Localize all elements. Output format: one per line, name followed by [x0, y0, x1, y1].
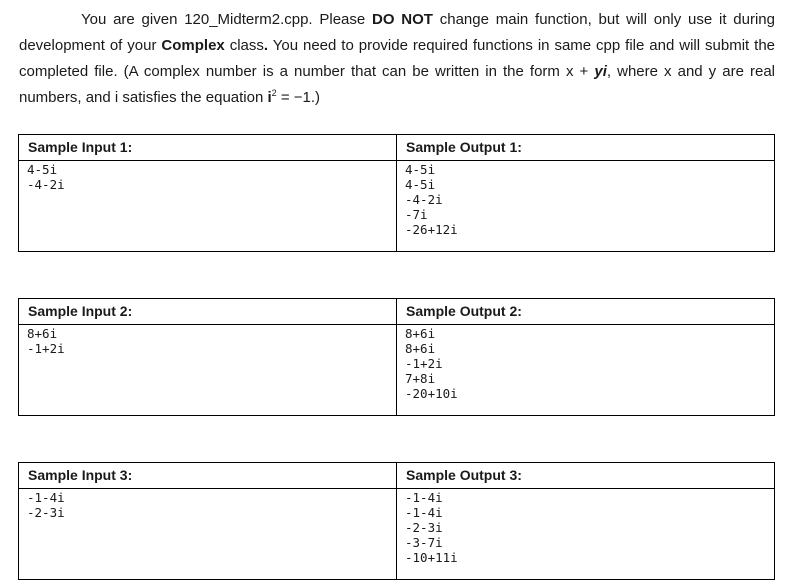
output-line: 8+6i — [405, 341, 436, 356]
intro-text-6: = −1.) — [276, 89, 321, 106]
do-not-emphasis: DO NOT — [372, 11, 433, 28]
sample-input-label: Sample Input 1: — [19, 135, 397, 161]
intro-text-4: You need to provide required functions in same cpp file and will submit the completed file. (A complex number is a number that can be written in the form x + — [19, 37, 776, 80]
sample-output-cell — [397, 489, 775, 580]
output-line: 4-5i — [405, 162, 436, 177]
sample-output-label: Sample Output 2: — [397, 299, 775, 325]
sample-output-label: Sample Output 3: — [397, 463, 775, 489]
sample-input-cell — [19, 161, 397, 252]
input-line: -2-3i — [27, 505, 65, 520]
output-line: 4-5i — [405, 177, 436, 192]
instructions-paragraph — [19, 7, 775, 111]
output-line: -3-7i — [405, 535, 443, 550]
sample-input-cell — [19, 489, 397, 580]
sample-input-label: Sample Input 2: — [19, 299, 397, 325]
sample-output-cell — [397, 161, 775, 252]
output-line: -1-4i — [405, 505, 443, 520]
output-line: -10+11i — [405, 550, 458, 565]
sample-output-cell — [397, 325, 775, 416]
sample-input-cell — [19, 325, 397, 416]
sample-input-label: Sample Input 3: — [19, 463, 397, 489]
input-line: -1-4i — [27, 490, 65, 505]
output-line: -4-2i — [405, 192, 443, 207]
input-line: 8+6i — [27, 326, 58, 341]
output-line: -7i — [405, 207, 428, 222]
output-line: -2-3i — [405, 520, 443, 535]
output-line: 8+6i — [405, 326, 436, 341]
superscript-two: 2 — [271, 88, 277, 98]
intro-text-5: , where x and y are real numbers, and i satisfies the equation — [19, 63, 776, 106]
output-line: -1+2i — [405, 356, 443, 371]
i-symbol: i — [267, 89, 272, 106]
complex-class-name: Complex — [161, 37, 225, 54]
yi-term: yi — [594, 63, 607, 80]
sample-table-1 — [18, 134, 775, 252]
input-line: -1+2i — [27, 341, 65, 356]
intro-text-3: class — [224, 37, 264, 54]
sample-table-3 — [18, 462, 775, 580]
intro-text-2: change main function, but will only use it during development of your — [19, 11, 775, 54]
input-line: -4-2i — [27, 177, 65, 192]
output-line: -20+10i — [405, 386, 458, 401]
output-line: -26+12i — [405, 222, 458, 237]
output-line: -1-4i — [405, 490, 443, 505]
input-line: 4-5i — [27, 162, 58, 177]
sample-output-label: Sample Output 1: — [397, 135, 775, 161]
intro-bold-period: . — [263, 37, 269, 54]
intro-text-1: You are given 120_Midterm2.cpp. Please — [81, 11, 373, 28]
sample-table-2 — [18, 298, 775, 416]
output-line: 7+8i — [405, 371, 436, 386]
